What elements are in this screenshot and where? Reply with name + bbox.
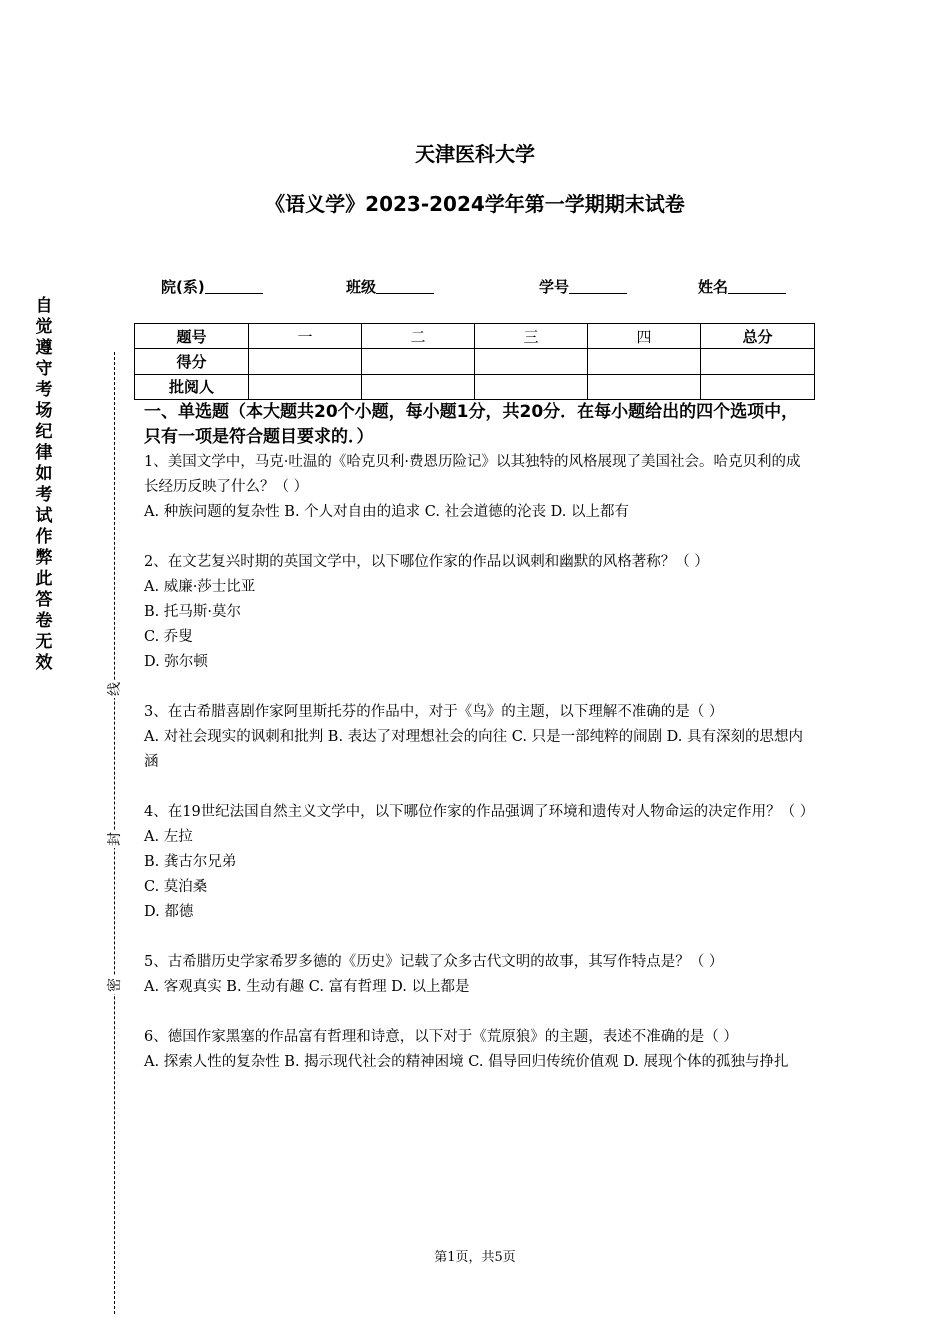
question-2 [144, 550, 812, 675]
question-4 [144, 800, 815, 925]
option-b: B. 托马斯·莫尔 [144, 604, 241, 620]
exam-content [144, 400, 815, 1075]
student-id-blank[interactable] [569, 279, 627, 294]
side-warning: 自觉遵守考场纪律如考试作弊此答卷无效 [35, 296, 53, 673]
question-6 [144, 1025, 812, 1075]
score-table [134, 323, 815, 400]
question-stem: 6、德国作家黑塞的作品富有哲理和诗意，以下对于《荒原狼》的主题，表述不准确的是（ ） [144, 1029, 738, 1045]
info-student-id-label: 学号 [539, 278, 570, 296]
question-options: A. 种族问题的复杂性 B. 个人对自由的追求 C. 社会道德的沦丧 D. 以上都有 [144, 504, 630, 520]
grader-cell[interactable] [362, 374, 475, 399]
option-b: B. 龚古尔兄弟 [144, 854, 237, 870]
info-dept [161, 276, 263, 297]
name-blank[interactable] [728, 279, 786, 294]
score-cell[interactable] [701, 349, 815, 374]
score-cell[interactable] [588, 349, 701, 374]
info-name-label: 姓名 [698, 278, 729, 296]
score-table-row [135, 349, 815, 374]
question-5 [144, 950, 812, 1000]
question-stem: 5、古希腊历史学家希罗多德的《历史》记载了众多古代文明的故事，其写作特点是？（ ） [144, 954, 724, 970]
info-name [698, 276, 786, 297]
question-options: A. 探索人性的复杂性 B. 揭示现代社会的精神困境 C. 倡导回归传统价值观 D. 展现个体的孤独与挣扎 [144, 1054, 789, 1070]
cut-mark-xian: 线 [107, 682, 123, 696]
question-1 [144, 450, 812, 525]
score-header-cell: 一 [249, 324, 362, 349]
question-stem: 2、在文艺复兴时期的英国文学中，以下哪位作家的作品以讽刺和幽默的风格著称？（ ） [144, 554, 709, 570]
grader-cell[interactable] [249, 374, 362, 399]
question-options: A. 客观真实 B. 生动有趣 C. 富有哲理 D. 以上都是 [144, 979, 470, 995]
option-d: D. 都德 [144, 904, 194, 920]
option-c: C. 乔叟 [144, 629, 193, 645]
section-heading: 一、单选题（本大题共20个小题，每小题1分，共20分．在每小题给出的四个选项中，只有一项是符合题目要求的．） [144, 402, 799, 447]
option-a: A. 威廉·莎士比亚 [144, 579, 256, 595]
option-c: C. 莫泊桑 [144, 879, 208, 895]
score-table-header-row [135, 324, 815, 349]
score-table-row [135, 374, 815, 399]
cut-mark-feng: 封 [107, 832, 123, 846]
question-stem: 3、在古希腊喜剧作家阿里斯托芬的作品中，对于《鸟》的主题，以下理解不准确的是（ ） [144, 704, 724, 720]
info-dept-label: 院(系) [161, 278, 205, 296]
question-options: A. 对社会现实的讽刺和批判 B. 表达了对理想社会的向往 C. 只是一部纯粹的闹剧 D. 具有深刻的思想内涵 [144, 729, 804, 770]
score-cell[interactable] [362, 349, 475, 374]
info-student-id [539, 276, 627, 297]
score-header-cell: 二 [362, 324, 475, 349]
score-cell[interactable] [249, 349, 362, 374]
score-row-label: 批阅人 [135, 374, 249, 399]
grader-cell[interactable] [701, 374, 815, 399]
info-class-label: 班级 [346, 278, 377, 296]
option-d: D. 弥尔顿 [144, 654, 208, 670]
score-header-cell: 题号 [135, 324, 249, 349]
question-stem: 1、美国文学中，马克·吐温的《哈克贝利·费恩历险记》以其独特的风格展现了美国社会。哈克贝利的成长经历反映了什么？（ ） [144, 454, 801, 495]
score-header-cell: 四 [588, 324, 701, 349]
cut-mark-mi: 密 [107, 978, 123, 992]
page-footer: 第1页，共5页 [434, 1250, 516, 1265]
dept-blank[interactable] [205, 279, 263, 294]
question-stem: 4、在19世纪法国自然主义文学中，以下哪位作家的作品强调了环境和遗传对人物命运的决定作用？（ ） [144, 804, 815, 820]
info-class [346, 276, 434, 297]
option-a: A. 左拉 [144, 829, 193, 845]
university-title: 天津医科大学 [415, 142, 535, 166]
score-header-cell: 三 [475, 324, 588, 349]
class-blank[interactable] [376, 279, 434, 294]
score-cell[interactable] [475, 349, 588, 374]
grader-cell[interactable] [475, 374, 588, 399]
grader-cell[interactable] [588, 374, 701, 399]
score-row-label: 得分 [135, 349, 249, 374]
score-header-cell: 总分 [701, 324, 815, 349]
exam-title: 《语义学》2023-2024学年第一学期期末试卷 [265, 192, 685, 216]
question-3 [144, 700, 812, 775]
